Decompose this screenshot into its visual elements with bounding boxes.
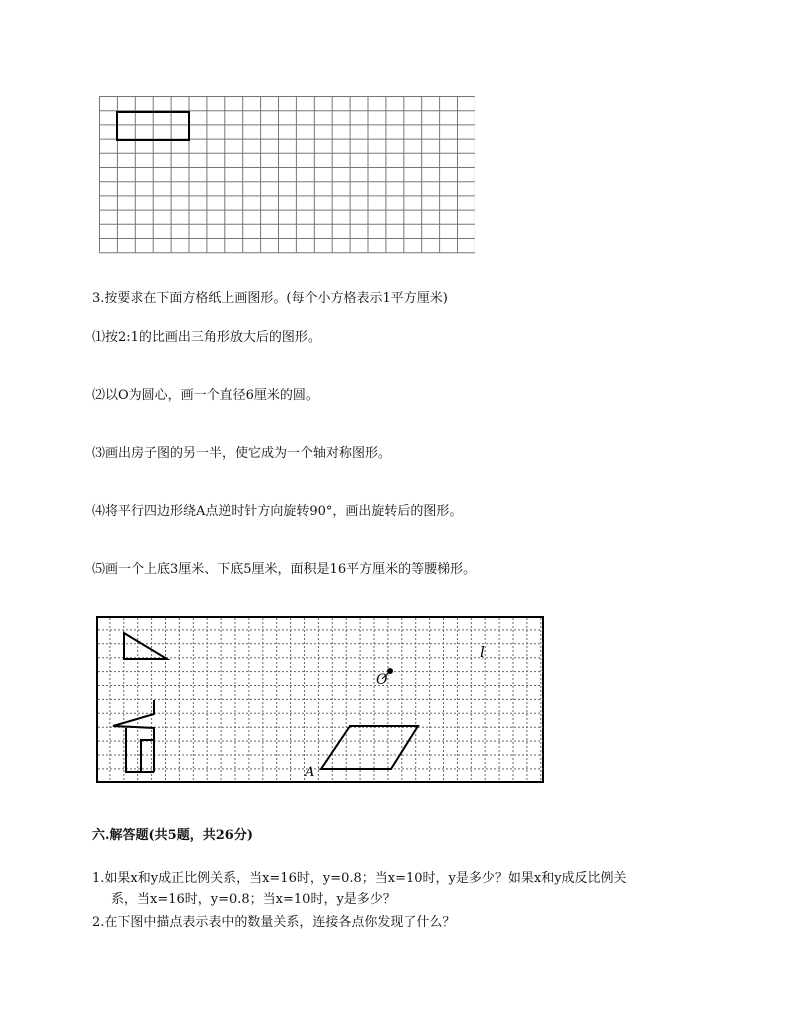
- parallelogram-shape: [321, 726, 418, 769]
- drawing-grid: [96, 616, 545, 784]
- house-half-shape: [113, 700, 154, 772]
- question-1-line-1: 1.如果x和y成正比例关系，当x=16时，y=0.8；当x=10时，y是多少？如果x和y成反比例关: [92, 871, 627, 886]
- point-a-label: A: [305, 765, 315, 780]
- item-5-draw-trapezoid: ⑸画一个上底3厘米、下底5厘米，面积是16平方厘米的等腰梯形。: [92, 562, 477, 577]
- section-6-heading: 六.解答题(共5题，共26分): [92, 828, 253, 843]
- point-o-label: O: [376, 672, 388, 688]
- question-1-line-2: 系，当x=16时，y=0.8；当x=10时，y是多少？: [111, 892, 396, 907]
- item-3-symmetric-house: ⑶画出房子图的另一半，使它成为一个轴对称图形。: [92, 446, 392, 461]
- triangle-shape: [124, 633, 167, 659]
- item-4-rotate-parallelogram: ⑷将平行四边形绕A点逆时针方向旋转90°，画出旋转后的图形。: [92, 504, 463, 519]
- question-2: 2.在下图中描点表示表中的数量关系，连接各点你发现了什么？: [92, 915, 456, 930]
- item-2-draw-circle: ⑵以O为圆心，画一个直径6厘米的圆。: [92, 388, 319, 403]
- item-1-enlarge-triangle: ⑴按2:1的比画出三角形放大后的图形。: [92, 330, 321, 345]
- axis-l-label: l: [480, 643, 485, 661]
- top-grid: [99, 96, 475, 254]
- problem-3-title: 3.按要求在下面方格纸上画图形。(每个小方格表示1平方厘米): [92, 291, 448, 306]
